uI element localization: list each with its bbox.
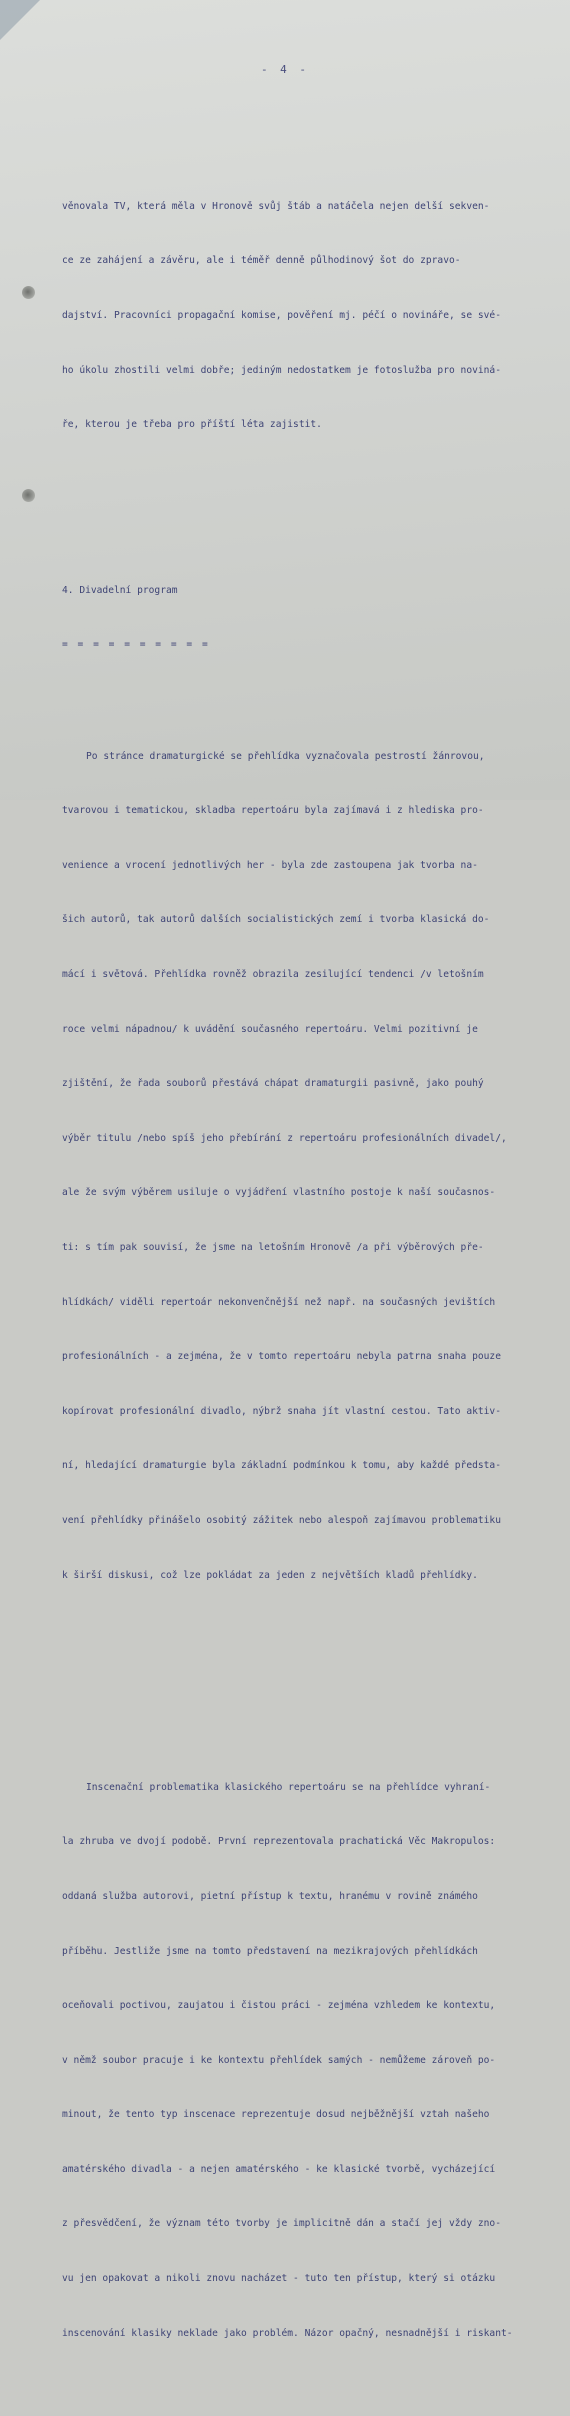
text-line: inscenování klasiky neklade jako problém. Názor opačný, nesnadnější i riskant- [62,2327,513,2339]
text-line: Po stránce dramaturgické se přehlídka vyznačovala pestrostí žánrovou, [86,750,485,762]
text-line: vu jen opakovat a nikoli znovu nacházet - tuto ten přístup, který si otázku [62,2273,496,2285]
text-line: vení přehlídky přinášelo osobitý zážitek nebo alespoň zajímavou problematiku [62,1514,501,1526]
punch-hole-bottom [22,489,35,502]
punch-hole-top [22,286,35,299]
text-line: hlídkách/ viděli repertoár nekonvenčnější než např. na současných jevištích [62,1296,496,1308]
page-number: - 4 - [260,63,310,76]
text-line: venience a vrocení jednotlivých her - byla zde zastoupena jak tvorba na- [62,859,478,871]
section-heading: 4. Divadelní program [62,584,178,596]
paragraph-intro [62,161,532,470]
text-line: věnovala TV, která měla v Hronově svůj štáb a natáčela nejen delší sekven- [62,200,490,212]
text-line: mácí i světová. Přehlídka rovněž obrazila zesilující tendenci /v letošním [62,968,484,980]
text-line: výběr titulu /nebo spíš jeho přebírání z repertoáru profesionálních divadel/, [62,1132,507,1144]
text-line: la zhruba ve dvojí podobě. První reprezentovala prachatická Věc Makropulos: [62,1836,496,1848]
text-line: oddaná služba autorovi, pietní přístup k textu, hranému v rovině známého [62,1890,478,1902]
text-line: ce ze zahájení a závěru, ale i téměř denně půlhodinový šot do zpravo- [62,255,461,267]
text-line: Inscenační problematika klasického repertoáru se na přehlídce vyhraní- [86,1781,491,1793]
text-line: kopírovat profesionální divadlo, nýbrž snaha jít vlastní cestou. Tato aktiv- [62,1405,501,1417]
text-line: šich autorů, tak autorů dalších socialistických zemí i tvorba klasická do- [62,914,490,926]
text-line: ti: s tím pak souvisí, že jsme na letošním Hronově /a při výběrových pře- [62,1241,484,1253]
section-underline: = = = = = = = = = = [62,639,210,651]
text-line: roce velmi nápadnou/ k uvádění současného repertoáru. Velmi pozitivní je [62,1023,478,1035]
text-line: ale že svým výběrem usiluje o vyjádření vlastního postoje k naší současnos- [62,1187,496,1199]
text-line: dajství. Pracovníci propagační komise, pověření mj. péčí o novináře, se své- [62,310,501,321]
paragraph-staging [62,1742,532,2379]
folded-corner [0,0,40,40]
paragraph-dramaturgy [62,711,532,1621]
text-line: ře, kterou je třeba pro příští léta zajistit. [62,419,322,431]
text-line: příběhu. Jestliže jsme na tomto představení na mezikrajových přehlídkách [62,1945,478,1957]
text-line: v němž soubor pracuje i ke kontextu přehlídek samých - nemůžeme zároveň po- [62,2054,496,2066]
text-line: z přesvědčení, že význam této tvorby je implicitně dán a stačí jej vždy zno- [62,2218,501,2230]
text-line: oceňovali poctivou, zaujatou i čistou práci - zejména vzhledem ke kontextu, [62,2000,496,2012]
text-line: minout, že tento typ inscenace reprezentuje dosud nejběžnější vztah našeho [62,2109,490,2121]
text-line: zjištění, že řada souborů přestává chápat dramaturgii pasivně, jako pouhý [62,1078,484,1090]
text-line: amatérského divadla - a nejen amatérského - ke klasické tvorbě, vycházející [62,2163,496,2175]
text-line: ho úkolu zhostili velmi dobře; jediným nedostatkem je fotoslužba pro noviná- [62,364,501,376]
text-line: k širší diskusi, což lze pokládat za jeden z největších kladů přehlídky. [62,1569,478,1581]
text-line: tvarovou i tematickou, skladba repertoáru byla zajímavá i z hlediska pro- [62,805,484,817]
text-line: profesionálních - a zejména, že v tomto repertoáru nebyla patrna snaha pouze [62,1351,501,1363]
text-line: ní, hledající dramaturgie byla základní podmínkou k tomu, aby každé předsta- [62,1460,501,1472]
document-body [62,125,532,2416]
